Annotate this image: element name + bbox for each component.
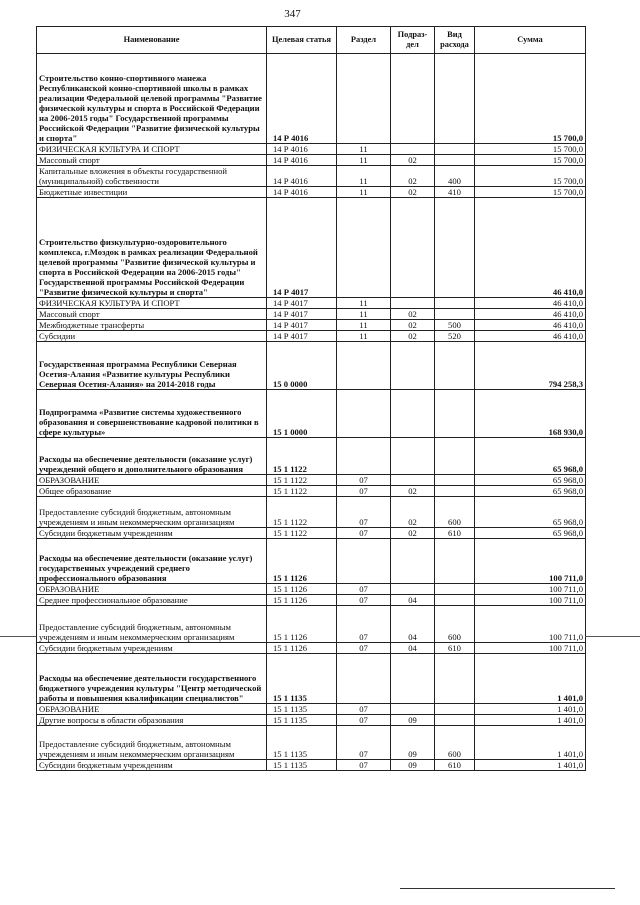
cell-section: 07 xyxy=(337,726,391,760)
footer-rule xyxy=(400,888,615,889)
cell-name: Предоставление субсидий бюджетным, автономным учреждениям и иным некоммерческим организациям xyxy=(37,497,267,528)
table-row xyxy=(37,155,586,166)
cell-section xyxy=(337,438,391,475)
cell-section: 11 xyxy=(337,298,391,309)
cell-sum: 1 401,0 xyxy=(475,715,586,726)
table-row xyxy=(37,475,586,486)
cell-kind xyxy=(435,198,475,298)
cell-name: Предоставление субсидий бюджетным, автономным учреждениям и иным некоммерческим организациям xyxy=(37,606,267,643)
cell-subsection xyxy=(391,539,435,584)
cell-subsection: 02 xyxy=(391,528,435,539)
cell-subsection xyxy=(391,390,435,438)
cell-name: Другие вопросы в области образования xyxy=(37,715,267,726)
table-row xyxy=(37,198,586,298)
cell-sum: 65 968,0 xyxy=(475,475,586,486)
cell-section: 07 xyxy=(337,704,391,715)
cell-section: 07 xyxy=(337,528,391,539)
table-row xyxy=(37,309,586,320)
cell-code: 14 Р 4017 xyxy=(267,298,337,309)
table-row xyxy=(37,760,586,771)
table-row xyxy=(37,486,586,497)
cell-name: Бюджетные инвестиции xyxy=(37,187,267,198)
cell-sum: 168 930,0 xyxy=(475,390,586,438)
cell-kind xyxy=(435,54,475,144)
cell-kind xyxy=(435,475,475,486)
cell-kind xyxy=(435,342,475,390)
cell-subsection xyxy=(391,342,435,390)
cell-subsection xyxy=(391,144,435,155)
cell-section: 07 xyxy=(337,584,391,595)
cell-name: Субсидии бюджетным учреждениям xyxy=(37,643,267,654)
cell-name: Предоставление субсидий бюджетным, автономным учреждениям и иным некоммерческим организациям xyxy=(37,726,267,760)
cell-name: Расходы на обеспечение деятельности государственного бюджетного учреждения культуры "Центр методической работы и повышения квалификации специалистов" xyxy=(37,654,267,704)
cell-name: ОБРАЗОВАНИЕ xyxy=(37,475,267,486)
cell-subsection: 04 xyxy=(391,595,435,606)
cell-section: 11 xyxy=(337,331,391,342)
cell-subsection xyxy=(391,475,435,486)
cell-code: 15 1 1122 xyxy=(267,438,337,475)
cell-subsection: 02 xyxy=(391,309,435,320)
cell-name: Межбюджетные трансферты xyxy=(37,320,267,331)
cell-code: 15 0 0000 xyxy=(267,342,337,390)
cell-code: 15 1 1135 xyxy=(267,715,337,726)
table-header-row xyxy=(37,27,586,54)
header-kind: Вид расхода xyxy=(435,27,475,54)
cell-sum: 15 700,0 xyxy=(475,155,586,166)
cell-subsection: 02 xyxy=(391,331,435,342)
cell-sum: 46 410,0 xyxy=(475,198,586,298)
cell-subsection xyxy=(391,298,435,309)
cell-subsection: 09 xyxy=(391,760,435,771)
table-row xyxy=(37,342,586,390)
cell-sum: 100 711,0 xyxy=(475,595,586,606)
cell-name: ОБРАЗОВАНИЕ xyxy=(37,584,267,595)
cell-subsection: 04 xyxy=(391,606,435,643)
table-row xyxy=(37,584,586,595)
cell-name: ФИЗИЧЕСКАЯ КУЛЬТУРА И СПОРТ xyxy=(37,144,267,155)
cell-section: 07 xyxy=(337,715,391,726)
table-row xyxy=(37,497,586,528)
cell-section: 07 xyxy=(337,606,391,643)
cell-kind xyxy=(435,155,475,166)
cell-subsection xyxy=(391,654,435,704)
cell-section xyxy=(337,54,391,144)
cell-kind xyxy=(435,539,475,584)
table-row xyxy=(37,187,586,198)
cell-sum: 65 968,0 xyxy=(475,438,586,475)
table-row xyxy=(37,390,586,438)
table-row xyxy=(37,331,586,342)
cell-section xyxy=(337,198,391,298)
cell-sum: 65 968,0 xyxy=(475,497,586,528)
cell-kind: 610 xyxy=(435,528,475,539)
cell-name: Расходы на обеспечение деятельности (оказание услуг) государственных учреждений среднего профессионального образования xyxy=(37,539,267,584)
cell-subsection: 02 xyxy=(391,497,435,528)
cell-section xyxy=(337,654,391,704)
cell-name: Массовый спорт xyxy=(37,309,267,320)
cell-code: 14 Р 4017 xyxy=(267,320,337,331)
cell-kind: 600 xyxy=(435,606,475,643)
cell-code: 14 Р 4016 xyxy=(267,166,337,187)
cell-subsection: 09 xyxy=(391,726,435,760)
cell-section: 07 xyxy=(337,760,391,771)
cell-sum: 1 401,0 xyxy=(475,654,586,704)
cell-code: 14 Р 4016 xyxy=(267,54,337,144)
cell-code: 15 1 1122 xyxy=(267,497,337,528)
cell-code: 15 1 1135 xyxy=(267,760,337,771)
cell-kind xyxy=(435,704,475,715)
page-number: 347 xyxy=(284,8,301,20)
budget-table xyxy=(36,26,586,771)
cell-sum: 1 401,0 xyxy=(475,726,586,760)
table-row xyxy=(37,54,586,144)
cell-code: 15 1 0000 xyxy=(267,390,337,438)
scan-artifact-line-left xyxy=(0,636,36,637)
cell-sum: 1 401,0 xyxy=(475,704,586,715)
cell-code: 15 1 1126 xyxy=(267,643,337,654)
cell-kind: 610 xyxy=(435,643,475,654)
cell-sum: 46 410,0 xyxy=(475,298,586,309)
cell-subsection xyxy=(391,584,435,595)
cell-section: 11 xyxy=(337,320,391,331)
cell-section: 07 xyxy=(337,497,391,528)
cell-kind xyxy=(435,654,475,704)
cell-kind: 600 xyxy=(435,497,475,528)
cell-sum: 794 258,3 xyxy=(475,342,586,390)
cell-subsection xyxy=(391,704,435,715)
cell-subsection: 02 xyxy=(391,320,435,331)
cell-sum: 100 711,0 xyxy=(475,643,586,654)
cell-code: 15 1 1135 xyxy=(267,704,337,715)
table-row xyxy=(37,320,586,331)
cell-section: 07 xyxy=(337,595,391,606)
table-row xyxy=(37,166,586,187)
cell-subsection xyxy=(391,54,435,144)
table-row xyxy=(37,643,586,654)
cell-name: ОБРАЗОВАНИЕ xyxy=(37,704,267,715)
header-code: Целевая статья xyxy=(267,27,337,54)
cell-name: Среднее профессиональное образование xyxy=(37,595,267,606)
cell-section xyxy=(337,539,391,584)
cell-code: 14 Р 4016 xyxy=(267,155,337,166)
cell-name: Массовый спорт xyxy=(37,155,267,166)
table-row xyxy=(37,298,586,309)
cell-name: Капитальные вложения в объекты государственной (муниципальной) собственности xyxy=(37,166,267,187)
cell-sum: 100 711,0 xyxy=(475,606,586,643)
cell-section: 11 xyxy=(337,309,391,320)
cell-sum: 65 968,0 xyxy=(475,528,586,539)
scan-artifact-line-right xyxy=(585,636,640,637)
cell-subsection: 02 xyxy=(391,187,435,198)
cell-sum: 65 968,0 xyxy=(475,486,586,497)
budget-table-container xyxy=(36,26,585,771)
cell-name: Государственная программа Республики Северная Осетия-Алания «Развитие культуры Республики Северная Осетия-Алания» на 2014-2018 годы xyxy=(37,342,267,390)
header-sum: Сумма xyxy=(475,27,586,54)
header-name: Наименование xyxy=(37,27,267,54)
cell-sum: 46 410,0 xyxy=(475,331,586,342)
cell-name: Общее образование xyxy=(37,486,267,497)
cell-subsection: 02 xyxy=(391,155,435,166)
cell-kind xyxy=(435,595,475,606)
cell-kind: 610 xyxy=(435,760,475,771)
cell-section: 11 xyxy=(337,155,391,166)
cell-section: 07 xyxy=(337,643,391,654)
cell-sum: 46 410,0 xyxy=(475,309,586,320)
cell-code: 14 Р 4017 xyxy=(267,198,337,298)
cell-code: 15 1 1126 xyxy=(267,539,337,584)
cell-section xyxy=(337,342,391,390)
cell-kind xyxy=(435,144,475,155)
cell-kind: 600 xyxy=(435,726,475,760)
cell-name: Субсидии бюджетным учреждениям xyxy=(37,760,267,771)
cell-subsection xyxy=(391,438,435,475)
cell-code: 15 1 1135 xyxy=(267,654,337,704)
cell-subsection: 02 xyxy=(391,166,435,187)
cell-section: 11 xyxy=(337,144,391,155)
cell-kind xyxy=(435,584,475,595)
table-row xyxy=(37,704,586,715)
table-row xyxy=(37,715,586,726)
cell-kind: 520 xyxy=(435,331,475,342)
cell-code: 15 1 1135 xyxy=(267,726,337,760)
table-row xyxy=(37,539,586,584)
cell-kind xyxy=(435,486,475,497)
cell-code: 14 Р 4017 xyxy=(267,331,337,342)
cell-subsection: 04 xyxy=(391,643,435,654)
cell-section: 11 xyxy=(337,187,391,198)
cell-kind xyxy=(435,438,475,475)
cell-kind xyxy=(435,390,475,438)
cell-name: Строительство физкультурно-оздоровительного комплекса, г.Моздок в рамках реализации Федеральной целевой программы "Развитие физической культуры и спорта в Российской Федерации на 2006-2015 годы" Государственной программы Российской Федерации "Развитие физической культуры и спорта" xyxy=(37,198,267,298)
cell-sum: 15 700,0 xyxy=(475,187,586,198)
cell-code: 15 1 1126 xyxy=(267,595,337,606)
cell-sum: 1 401,0 xyxy=(475,760,586,771)
cell-kind xyxy=(435,298,475,309)
table-body xyxy=(37,54,586,771)
cell-code: 15 1 1122 xyxy=(267,486,337,497)
table-row xyxy=(37,438,586,475)
cell-section: 07 xyxy=(337,486,391,497)
cell-kind xyxy=(435,715,475,726)
cell-code: 15 1 1122 xyxy=(267,528,337,539)
cell-kind: 410 xyxy=(435,187,475,198)
cell-sum: 100 711,0 xyxy=(475,539,586,584)
header-subsection: Подраз- дел xyxy=(391,27,435,54)
cell-kind: 400 xyxy=(435,166,475,187)
cell-code: 15 1 1126 xyxy=(267,584,337,595)
table-row xyxy=(37,606,586,643)
cell-name: Строительство конно-спортивного манежа Республиканской конно-спортивной школы в рамках реализации Федеральной целевой программы "Развитие физической культуры и спорта в Российской Федерации на 2006-2015 годы" Государственной программы Российской Федерации "Развитие физической культуры и спорта" xyxy=(37,54,267,144)
cell-sum: 15 700,0 xyxy=(475,144,586,155)
table-row xyxy=(37,654,586,704)
cell-sum: 15 700,0 xyxy=(475,54,586,144)
table-row xyxy=(37,726,586,760)
cell-sum: 46 410,0 xyxy=(475,320,586,331)
cell-section: 11 xyxy=(337,166,391,187)
cell-code: 15 1 1126 xyxy=(267,606,337,643)
cell-section: 07 xyxy=(337,475,391,486)
cell-subsection xyxy=(391,198,435,298)
cell-kind: 500 xyxy=(435,320,475,331)
header-section: Раздел xyxy=(337,27,391,54)
cell-name: Расходы на обеспечение деятельности (оказание услуг) учреждений общего и дополнительного образования xyxy=(37,438,267,475)
cell-code: 15 1 1122 xyxy=(267,475,337,486)
cell-subsection: 02 xyxy=(391,486,435,497)
cell-section xyxy=(337,390,391,438)
cell-kind xyxy=(435,309,475,320)
cell-name: Субсидии бюджетным учреждениям xyxy=(37,528,267,539)
cell-sum: 100 711,0 xyxy=(475,584,586,595)
cell-code: 14 Р 4017 xyxy=(267,309,337,320)
cell-name: ФИЗИЧЕСКАЯ КУЛЬТУРА И СПОРТ xyxy=(37,298,267,309)
cell-subsection: 09 xyxy=(391,715,435,726)
table-row xyxy=(37,144,586,155)
cell-code: 14 Р 4016 xyxy=(267,144,337,155)
table-row xyxy=(37,528,586,539)
cell-name: Подпрограмма «Развитие системы художественного образования и совершенствование кадровой политики в сфере культуры» xyxy=(37,390,267,438)
cell-code: 14 Р 4016 xyxy=(267,187,337,198)
table-row xyxy=(37,595,586,606)
cell-name: Субсидии xyxy=(37,331,267,342)
cell-sum: 15 700,0 xyxy=(475,166,586,187)
